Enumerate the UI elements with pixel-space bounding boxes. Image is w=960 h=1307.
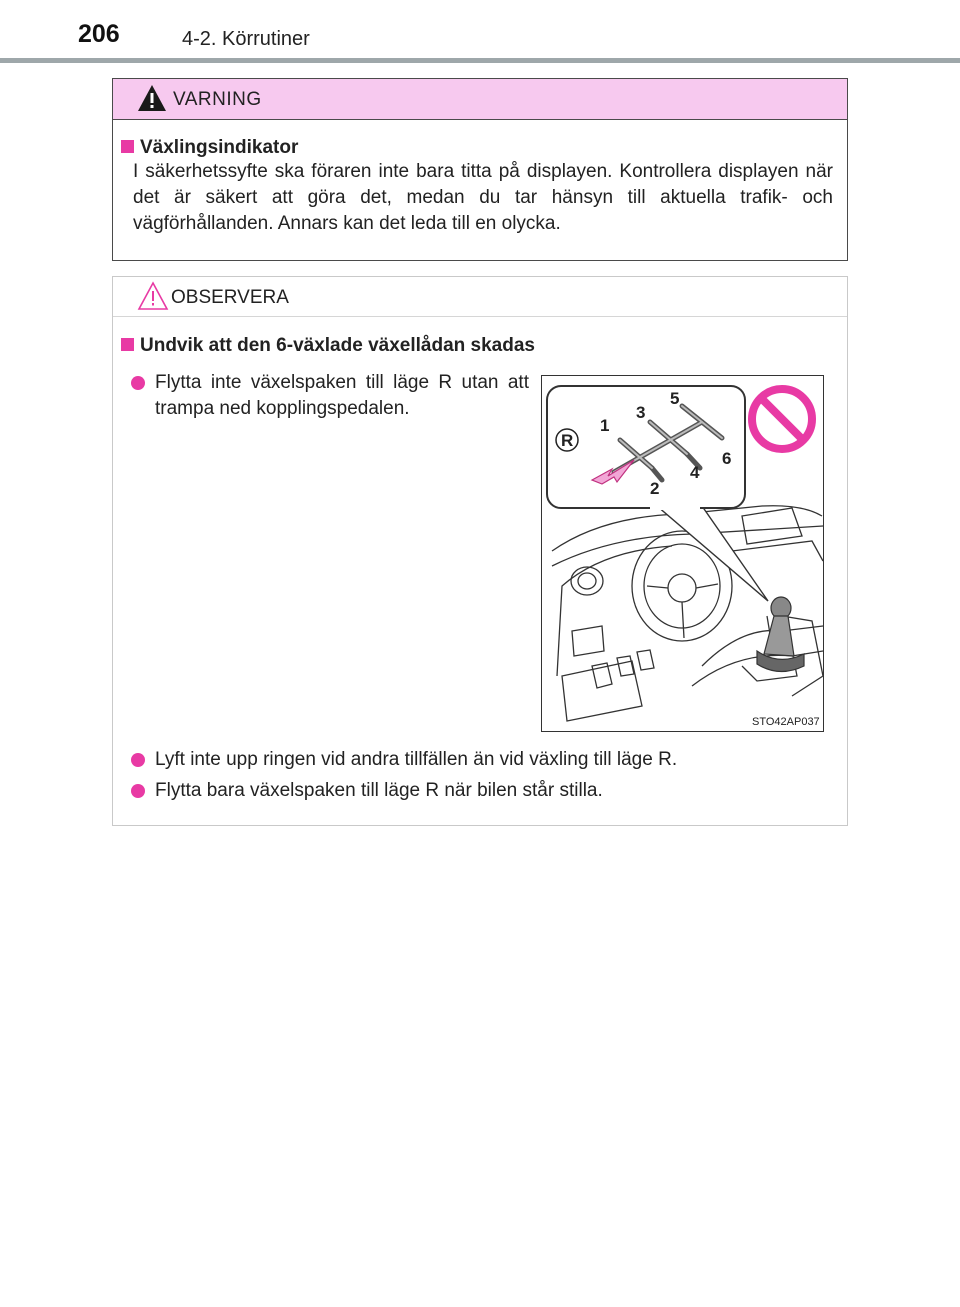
illustration-code: STO42AP037 bbox=[752, 716, 820, 728]
page-header bbox=[0, 0, 960, 62]
warning-box bbox=[112, 78, 848, 261]
list-item bbox=[155, 370, 529, 422]
gear-label-4: 4 bbox=[690, 463, 700, 482]
gear-shift-illustration bbox=[541, 375, 824, 732]
notice-heading bbox=[121, 335, 535, 357]
bullet-text: Lyft inte upp ringen vid andra tillfällen än vid växling till läge R. bbox=[155, 749, 678, 770]
warning-triangle-icon bbox=[137, 84, 167, 112]
warning-label: VARNING bbox=[173, 89, 262, 110]
gear-label-5: 5 bbox=[670, 389, 680, 408]
gear-label-3: 3 bbox=[636, 403, 646, 422]
notice-header bbox=[113, 277, 847, 317]
warning-heading bbox=[121, 137, 298, 159]
bullet-text: Flytta inte växelspaken till läge R utan att trampa ned kopplingspedalen. bbox=[155, 372, 529, 419]
prohibition-icon bbox=[752, 389, 812, 449]
warning-heading-text: Växlingsindikator bbox=[140, 137, 299, 158]
list-item bbox=[155, 778, 835, 804]
warning-body: I säkerhetssyfte ska föraren inte bara titta på displayen. Kontrollera displayen när det är säkert att göra det, medan du tar hänsyn till aktuella trafik- och vägförhållanden. Annars kan det leda till en olycka. bbox=[133, 161, 833, 234]
bullet-dot-icon bbox=[131, 753, 145, 767]
section-title: 4-2. Körrutiner bbox=[182, 28, 310, 50]
bullet-dot-icon bbox=[131, 784, 145, 798]
square-bullet-icon bbox=[121, 338, 134, 351]
notice-heading-text: Undvik att den 6-växlade växellådan skadas bbox=[140, 335, 535, 356]
gear-label-1: 1 bbox=[600, 416, 610, 435]
bullet-text: Flytta bara växelspaken till läge R när bilen står stilla. bbox=[155, 780, 603, 801]
page-number: 206 bbox=[78, 20, 120, 48]
gear-diagram-svg bbox=[542, 376, 823, 731]
caution-triangle-icon bbox=[137, 281, 169, 311]
warning-header bbox=[113, 79, 847, 120]
bullet-dot-icon bbox=[131, 376, 145, 390]
gear-label-2: 2 bbox=[650, 479, 660, 498]
notice-label: OBSERVERA bbox=[171, 287, 289, 308]
list-item bbox=[155, 747, 835, 773]
square-bullet-icon bbox=[121, 140, 134, 153]
header-rule bbox=[0, 58, 960, 63]
gear-label-r: R bbox=[561, 431, 574, 450]
gear-label-6: 6 bbox=[722, 449, 732, 468]
